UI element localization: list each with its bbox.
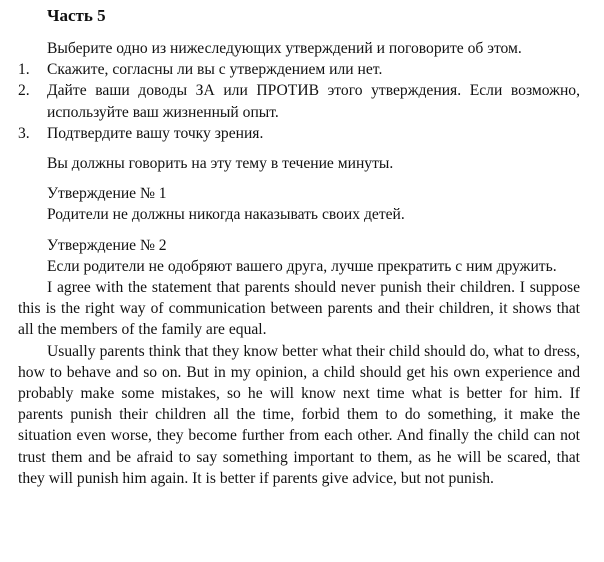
spacer bbox=[18, 144, 580, 153]
statement-title: Утверждение № 1 bbox=[47, 185, 167, 203]
instruction-item bbox=[18, 80, 580, 122]
instruction-text: Дайте ваши доводы ЗА или ПРОТИВ этого утверждения. Если возможно, используйте ваш жизненный опыт. bbox=[47, 82, 580, 121]
instruction-number: 2. bbox=[18, 82, 30, 100]
statement-2 bbox=[18, 235, 580, 277]
intro-text: Выберите одно из нижеследующих утверждений и поговорите об этом. bbox=[47, 40, 522, 57]
statement-text: Родители не должны никогда наказывать своих детей. bbox=[47, 206, 405, 224]
statement-text: Если родители не одобряют вашего друга, лучше прекратить с ним дружить. bbox=[47, 257, 557, 275]
statement-title: Утверждение № 2 bbox=[47, 236, 167, 254]
instruction-item bbox=[18, 123, 580, 144]
section-heading: Часть 5 bbox=[47, 6, 106, 25]
spacer bbox=[18, 174, 580, 183]
instruction-number: 1. bbox=[18, 61, 30, 79]
instruction-text: Скажите, согласны ли вы с утверждением или нет. bbox=[47, 61, 383, 79]
spacer bbox=[18, 226, 580, 235]
time-note: Вы должны говорить на эту тему в течение минуты. bbox=[47, 155, 394, 173]
instruction-list bbox=[18, 59, 580, 144]
instruction-item bbox=[18, 59, 580, 80]
answer-paragraph: I agree with the statement that parents should never punish their children. I suppose this is the right way of communication between parents and their children, it shows that all the members of the family are equal. bbox=[18, 279, 580, 339]
document-body bbox=[18, 38, 580, 489]
statement-1 bbox=[18, 183, 580, 225]
instruction-number: 3. bbox=[18, 124, 30, 142]
answer-paragraph: Usually parents think that they know better what their child should do, what to dress, how to behave and so on. But in my opinion, a child should get his own experience and probably make some mistakes, so he will know next time what is better for him. If parents punish their children all the time, forbid them to do something, it make the situation even worse, they become further from each other. And finally the child can not trust them and be afraid to say something important to them, as he will be scared, that they will punish him again. It is better if parents give advice, but not punish. bbox=[18, 342, 580, 487]
instruction-text: Подтвердите вашу точку зрения. bbox=[47, 124, 264, 142]
